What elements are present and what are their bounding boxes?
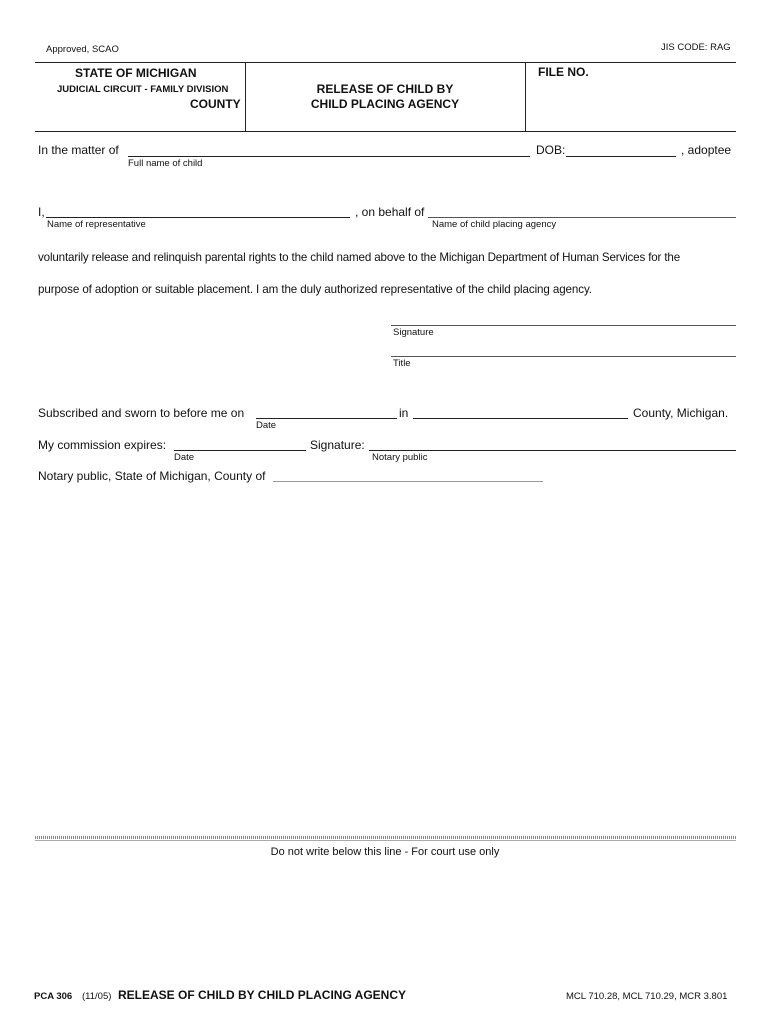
commission-date-field[interactable] bbox=[174, 450, 306, 451]
form-title-line2: CHILD PLACING AGENCY bbox=[310, 97, 460, 111]
file-no-label: FILE NO. bbox=[538, 65, 589, 79]
sworn-date-field[interactable] bbox=[256, 418, 397, 419]
form-revision: (11/05) bbox=[82, 991, 112, 1002]
release-statement-line1: voluntarily release and relinquish parental rights to the child named above to the Michigan Department of Human Services for the bbox=[38, 251, 681, 264]
title-field[interactable] bbox=[391, 356, 736, 357]
form-number: PCA 306 bbox=[34, 991, 73, 1002]
file-no-field[interactable] bbox=[540, 80, 730, 125]
child-name-field[interactable] bbox=[128, 156, 530, 157]
circuit-label: JUDICIAL CIRCUIT - FAMILY DIVISION bbox=[57, 84, 229, 95]
commission-text: My commission expires: bbox=[38, 438, 167, 452]
footer-title: RELEASE OF CHILD BY CHILD PLACING AGENCY bbox=[118, 988, 407, 1002]
county-michigan-text: County, Michigan. bbox=[633, 406, 729, 420]
child-name-label: Full name of child bbox=[128, 158, 203, 169]
notary-public-label: Notary public bbox=[372, 452, 428, 463]
agency-name-field[interactable] bbox=[428, 217, 736, 218]
court-use-separator bbox=[35, 836, 736, 839]
in-text: in bbox=[399, 406, 409, 420]
dob-field[interactable] bbox=[566, 156, 676, 157]
sworn-date-label: Date bbox=[256, 420, 277, 431]
county-label: COUNTY bbox=[190, 97, 241, 111]
dob-label: DOB: bbox=[536, 143, 566, 157]
header-divider-2 bbox=[525, 62, 526, 131]
legal-citation: MCL 710.28, MCL 710.29, MCR 3.801 bbox=[566, 991, 728, 1002]
court-use-rule bbox=[35, 840, 736, 841]
sworn-county-field[interactable] bbox=[413, 418, 628, 419]
adoptee-text: , adoptee bbox=[681, 143, 732, 157]
representative-name-field[interactable] bbox=[46, 217, 350, 218]
state-label: STATE OF MICHIGAN bbox=[75, 66, 197, 80]
header-top-rule bbox=[35, 62, 736, 63]
agency-name-label: Name of child placing agency bbox=[432, 219, 557, 230]
i-text: I, bbox=[38, 205, 45, 219]
on-behalf-text: , on behalf of bbox=[355, 205, 425, 219]
notary-signature-field[interactable] bbox=[369, 450, 736, 451]
header-bottom-rule bbox=[35, 131, 736, 132]
notary-county-field[interactable] bbox=[273, 481, 543, 482]
form-title-line1: RELEASE OF CHILD BY bbox=[316, 82, 454, 96]
court-use-text: Do not write below this line - For court use only bbox=[270, 846, 500, 858]
title-label: Title bbox=[393, 358, 411, 369]
jis-code: JIS CODE: RAG bbox=[661, 42, 731, 53]
signature-label: Signature bbox=[393, 327, 434, 338]
representative-name-label: Name of representative bbox=[47, 219, 146, 230]
in-matter-of-text: In the matter of bbox=[38, 143, 119, 157]
signature-field[interactable] bbox=[391, 325, 736, 326]
commission-date-label: Date bbox=[174, 452, 195, 463]
release-statement-line2: purpose of adoption or suitable placement. I am the duly authorized representative of the child placing agency. bbox=[38, 283, 592, 296]
subscribed-text: Subscribed and sworn to before me on bbox=[38, 406, 245, 420]
notary-county-text: Notary public, State of Michigan, County of bbox=[38, 469, 266, 483]
approved-text: Approved, SCAO bbox=[46, 44, 119, 55]
notary-signature-text: Signature: bbox=[310, 438, 365, 452]
